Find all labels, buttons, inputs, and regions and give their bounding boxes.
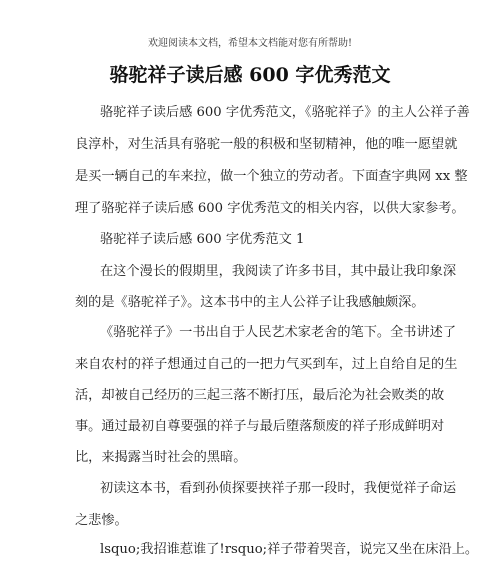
paragraph-line: 活，却被自己经历的三起三落不断打压，最后沦为社会败类的故	[75, 388, 445, 403]
paragraph-line: 良淳朴，对生活具有骆驼一般的积极和坚韧精神，他的唯一愿望就	[75, 137, 458, 152]
paragraph-line: 之悲惨。	[75, 513, 128, 528]
paragraph-line: 理了骆驼祥子读后感 600 字优秀范文的相关内容，以供大家参考。	[75, 201, 465, 216]
document-title: 骆驼祥子读后感 600 字优秀范文	[109, 64, 391, 86]
paragraph-line: 骆驼祥子读后感 600 字优秀范文，《骆驼祥子》的主人公祥子善	[100, 105, 470, 120]
paragraph-line: 是买一辆自己的车来拉，做一个独立的劳动者。下面查字典网 xx 整	[75, 169, 468, 184]
paragraph-line: 刻的是《骆驼祥子》。这本书中的主人公祥子让我感触颇深。	[75, 295, 425, 310]
section-heading: 骆驼祥子读后感 600 字优秀范文 1	[100, 232, 305, 247]
paragraph-line: lsquo;我招谁惹谁了!rsquo;祥子带着哭音，说完又坐在床沿上。	[100, 542, 479, 557]
paragraph-line: 来自农村的祥子想通过自己的一把力气买到车，过上自给自足的生	[75, 357, 458, 372]
paragraph-line: 《骆驼祥子》一书出自于人民艺术家老舍的笔下。全书讲述了	[100, 325, 457, 340]
paragraph-line: 在这个漫长的假期里，我阅读了许多书目，其中最让我印象深	[100, 264, 457, 279]
header-note: 欢迎阅读本文档，希望本文档能对您有所帮助!	[147, 38, 353, 49]
paragraph-line: 比，来揭露当时社会的黑暗。	[75, 450, 247, 465]
paragraph-line: 事。通过最初自尊要强的祥子与最后堕落颓废的祥子形成鲜明对	[75, 419, 445, 434]
paragraph-line: 初读这本书，看到孙侦探要挟祥子那一段时，我便觉祥子命运	[100, 481, 457, 496]
